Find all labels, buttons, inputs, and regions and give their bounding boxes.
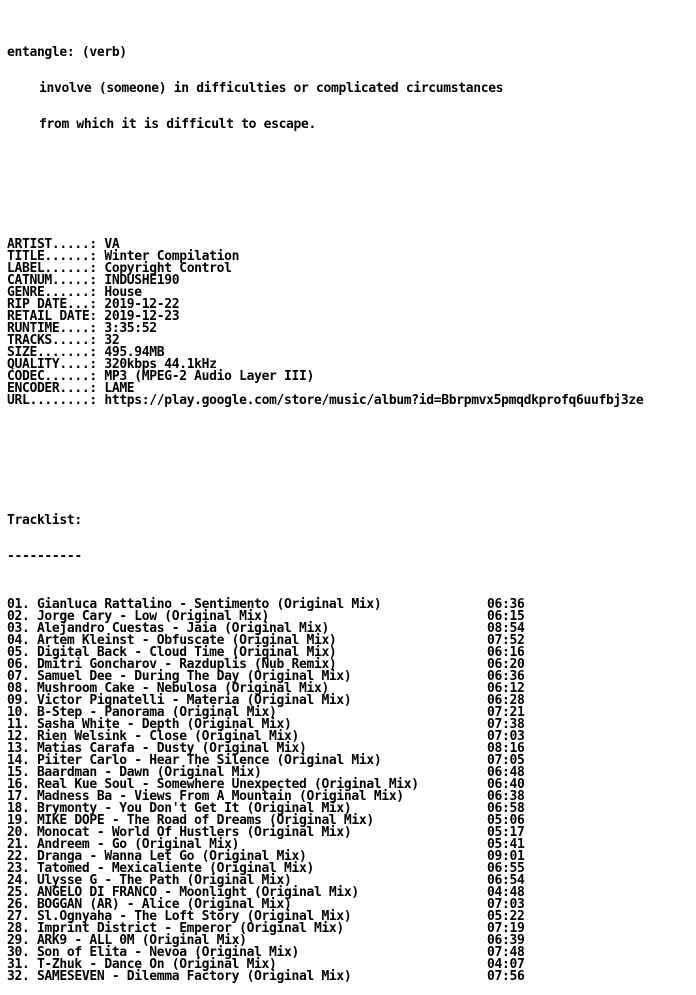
info-label: RETAIL DATE: — [7, 309, 97, 324]
track-title: 28. Imprint District - Emperor (Original Mix) — [7, 921, 344, 936]
track-title: 12. Rien Welsink - Close (Original Mix) — [7, 729, 299, 744]
track-duration: 04:48 — [487, 885, 525, 900]
track-title: 07. Samuel Dee - During The Day (Original Mix) — [7, 669, 352, 684]
info-value: https://play.google.com/store/music/album?id=Bbrpmvx5pmqdkprofq6uufbj3ze — [104, 393, 644, 408]
track-title: 32. SAMESEVEN - Dilemma Factory (Original Mix) — [7, 969, 352, 984]
tracklist-heading: Tracklist: — [7, 513, 82, 528]
definition-headword: entangle: (verb) — [7, 45, 127, 60]
track-row — [7, 755, 643, 767]
track-duration: 06:28 — [487, 693, 525, 708]
track-title: 01. Gianluca Rattalino - Sentimento (Original Mix) — [7, 597, 382, 612]
info-value: House — [104, 285, 142, 300]
track-title: 27. Sl.Ognyaha - The Loft Story (Original Mix) — [7, 909, 352, 924]
info-label: RUNTIME....: — [7, 321, 97, 336]
definition-line-2: from which it is difficult to escape. — [39, 117, 317, 132]
track-title: 25. ANGELO DI FRANCO - Moonlight (Original Mix) — [7, 885, 359, 900]
track-duration: 07:19 — [487, 921, 525, 936]
track-row — [7, 779, 643, 791]
track-row — [7, 695, 643, 707]
info-label: TITLE......: — [7, 249, 97, 264]
track-duration: 08:16 — [487, 741, 525, 756]
track-row — [7, 743, 643, 755]
track-title: 11. Sasha White - Depth (Original Mix) — [7, 717, 292, 732]
info-label: LABEL......: — [7, 261, 97, 276]
track-duration: 06:55 — [487, 861, 525, 876]
track-duration: 06:39 — [487, 933, 525, 948]
track-title: 15. Baardman - Dawn (Original Mix) — [7, 765, 262, 780]
track-duration: 07:03 — [487, 897, 525, 912]
track-row — [7, 707, 643, 719]
track-title: 18. Brymonty - You Don't Get It (Original Mix) — [7, 801, 352, 816]
track-duration: 06:54 — [487, 873, 525, 888]
track-duration: 07:48 — [487, 945, 525, 960]
track-duration: 06:15 — [487, 609, 525, 624]
info-label: TRACKS.....: — [7, 333, 97, 348]
spacer — [7, 191, 643, 203]
track-duration: 07:21 — [487, 705, 525, 720]
track-title: 30. Son of Elita - Nevoa (Original Mix) — [7, 945, 299, 960]
definition-line-1: involve (someone) in difficulties or complicated circumstances — [39, 81, 504, 96]
track-duration: 05:41 — [487, 837, 525, 852]
track-title: 17. Madness Ba - Views From A Mountain (Original Mix) — [7, 789, 404, 804]
track-title: 08. Mushroom Cake - Nebulosa (Original Mix) — [7, 681, 329, 696]
track-row — [7, 827, 643, 839]
info-label: CATNUM.....: — [7, 273, 97, 288]
info-value: 3:35:52 — [104, 321, 157, 336]
info-label: URL........: — [7, 393, 97, 408]
tracklist — [7, 599, 643, 983]
track-row — [7, 863, 643, 875]
track-duration: 06:40 — [487, 777, 525, 792]
track-row — [7, 851, 643, 863]
track-title: 31. T-Zhuk - Dance On (Original Mix) — [7, 957, 277, 972]
track-title: 05. Digital Back - Cloud Time (Original Mix) — [7, 645, 337, 660]
info-value: Winter Compilation — [104, 249, 240, 264]
track-row — [7, 911, 643, 923]
track-title: 23. Tatomed - Mexicaliente (Original Mix) — [7, 861, 314, 876]
info-value: 320kbps 44.1kHz — [104, 357, 217, 372]
track-duration: 06:12 — [487, 681, 525, 696]
spacer — [7, 479, 643, 491]
track-title: 16. Real Kue Soul - Somewhere Unexpected (Original Mix) — [7, 777, 419, 792]
track-duration: 07:05 — [487, 753, 525, 768]
track-duration: 09:01 — [487, 849, 525, 864]
release-info-block — [7, 239, 643, 407]
track-row — [7, 767, 643, 779]
track-duration: 07:56 — [487, 969, 525, 984]
track-duration: 05:17 — [487, 825, 525, 840]
track-title: 10. B-Step - Panorama (Original Mix) — [7, 705, 277, 720]
track-row — [7, 719, 643, 731]
track-duration: 07:03 — [487, 729, 525, 744]
track-duration: 06:16 — [487, 645, 525, 660]
track-duration: 05:06 — [487, 813, 525, 828]
track-title: 02. Jorge Cary - Low (Original Mix) — [7, 609, 270, 624]
track-row — [7, 971, 643, 983]
info-value: 2019-12-23 — [104, 309, 180, 324]
track-row — [7, 887, 643, 899]
track-title: 20. Monocat - World Of Hustlers (Original Mix) — [7, 825, 352, 840]
info-value: VA — [104, 237, 120, 252]
tracklist-rule: ---------- — [7, 549, 82, 564]
track-title: 29. ARK9 - ALL 0M (Original Mix) — [7, 933, 247, 948]
info-value: MP3 (MPEG-2 Audio Layer III) — [104, 369, 314, 384]
track-duration: 07:38 — [487, 717, 525, 732]
track-duration: 06:36 — [487, 669, 525, 684]
track-duration: 06:38 — [487, 789, 525, 804]
info-value: Copyright Control — [104, 261, 232, 276]
track-title: 19. MIKE DOPE - The Road of Dreams (Original Mix) — [7, 813, 374, 828]
track-title: 22. Dranga - Wanna Let Go (Original Mix) — [7, 849, 307, 864]
info-value: LAME — [104, 381, 135, 396]
info-value: 32 — [104, 333, 120, 348]
track-title: 03. Alejandro Cuestas - Jaia (Original Mix) — [7, 621, 329, 636]
track-row — [7, 731, 643, 743]
track-row — [7, 923, 643, 935]
info-label: GENRE......: — [7, 285, 97, 300]
info-row — [7, 395, 643, 407]
track-row — [7, 899, 643, 911]
track-title: 04. Artem Kleinst - Obfuscate (Original Mix) — [7, 633, 337, 648]
info-label: SIZE.......: — [7, 345, 97, 360]
track-duration: 07:52 — [487, 633, 525, 648]
release-info-document — [7, 23, 643, 995]
spacer — [7, 443, 643, 455]
track-title: 21. Andreem - Go (Original Mix) — [7, 837, 240, 852]
track-row — [7, 815, 643, 827]
track-row — [7, 875, 643, 887]
track-row — [7, 959, 643, 971]
track-row — [7, 791, 643, 803]
track-duration: 05:22 — [487, 909, 525, 924]
track-title: 06. Dmitri Goncharov - Razduplis (Nub Remix) — [7, 657, 337, 672]
track-title: 24. Ulysse G - The Path (Original Mix) — [7, 873, 292, 888]
track-duration: 06:20 — [487, 657, 525, 672]
info-label: ARTIST.....: — [7, 237, 97, 252]
track-duration: 06:48 — [487, 765, 525, 780]
track-row — [7, 935, 643, 947]
track-title: 26. BOGGAN (AR) - Alice (Original Mix) — [7, 897, 292, 912]
track-row — [7, 803, 643, 815]
track-title: 14. Piiter Carlo - Hear The Silence (Original Mix) — [7, 753, 382, 768]
info-value: 2019-12-22 — [104, 297, 180, 312]
track-title: 09. Victor Pignatelli - Materia (Original Mix) — [7, 693, 352, 708]
track-duration: 06:58 — [487, 801, 525, 816]
track-duration: 08:54 — [487, 621, 525, 636]
info-label: RIP DATE...: — [7, 297, 97, 312]
track-row — [7, 947, 643, 959]
info-label: CODEC......: — [7, 369, 97, 384]
info-label: ENCODER....: — [7, 381, 97, 396]
track-title: 13. Matias Carafa - Dusty (Original Mix) — [7, 741, 307, 756]
track-row — [7, 839, 643, 851]
info-value: INDUSHE190 — [104, 273, 180, 288]
track-duration: 04:07 — [487, 957, 525, 972]
track-row — [7, 683, 643, 695]
track-duration: 06:36 — [487, 597, 525, 612]
spacer — [7, 155, 643, 167]
info-label: QUALITY....: — [7, 357, 97, 372]
info-value: 495.94MB — [104, 345, 165, 360]
